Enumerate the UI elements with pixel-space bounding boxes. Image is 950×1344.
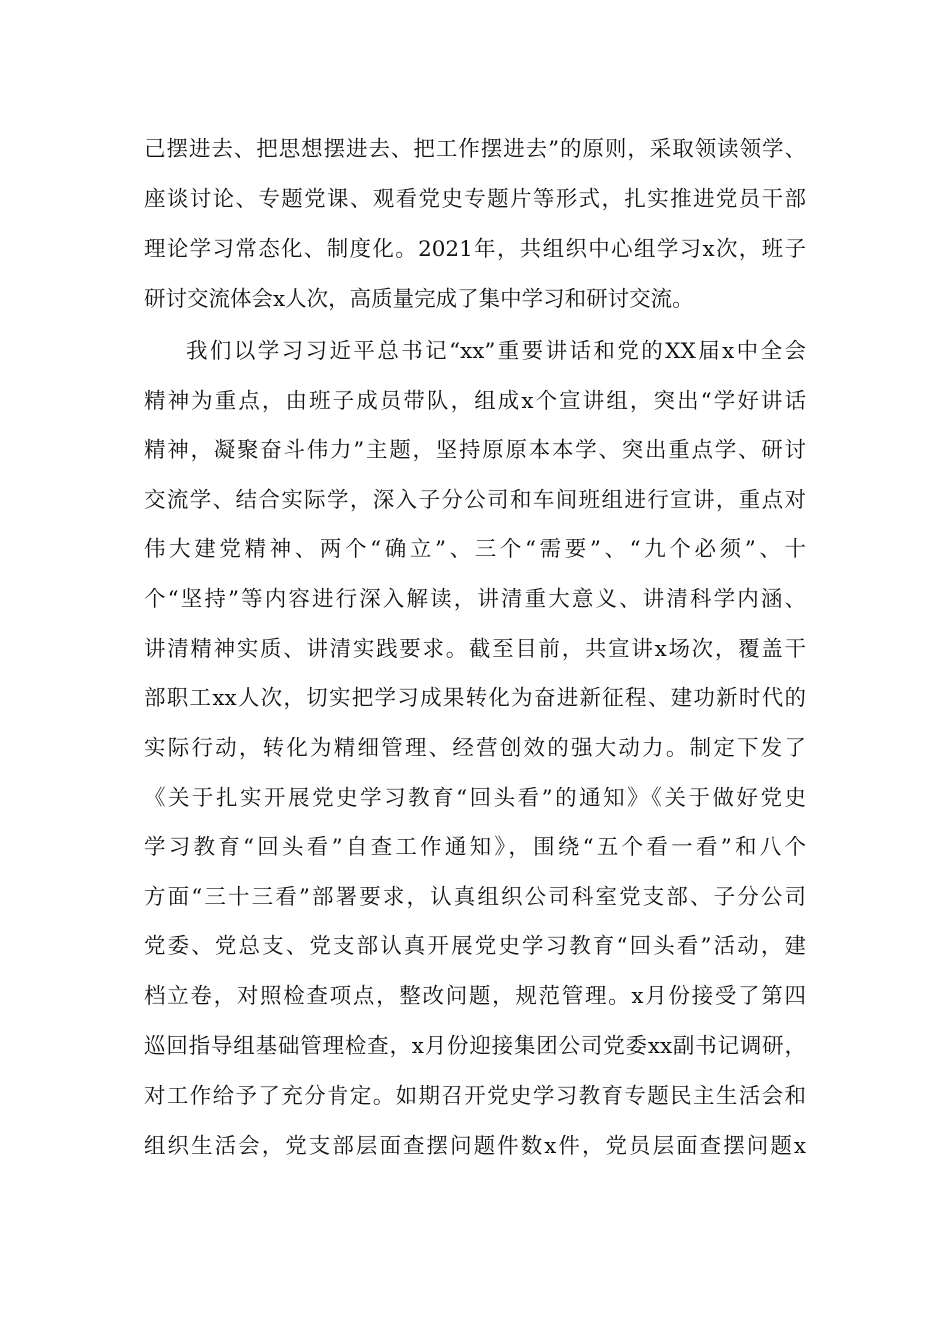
text-line: 己摆进去、把思想摆进去、把工作摆进去”的原则，采取领读领学、 [144,137,806,162]
text-line: 部职工xx人次，切实把学习成果转化为奋进新征程、建功新时代的 [144,686,806,711]
text-line: 理论学习常态化、制度化。2021年，共组织中心组学习x次，班子 [144,237,806,262]
text-line: 对工作给予了充分肯定。如期召开党史学习教育专题民主生活会和 [144,1084,806,1109]
text-line: 精神为重点，由班子成员带队，组成x个宣讲组，突出“学好讲话 [144,389,806,414]
text-line: 伟大建党精神、两个“确立”、三个“需要”、“九个必须”、十 [144,537,806,562]
text-line: 组织生活会，党支部层面查摆问题件数x件，党员层面查摆问题x [144,1134,806,1159]
text-line: 个“坚持”等内容进行深入解读，讲清重大意义、讲清科学内涵、 [144,587,806,612]
text-line: 学习教育“回头看”自查工作通知》，围绕“五个看一看”和八个 [144,835,806,860]
text-line: 党委、党总支、党支部认真开展党史学习教育“回头看”活动，建 [144,934,806,959]
text-line: 巡回指导组基础管理检查，x月份迎接集团公司党委xx副书记调研， [144,1034,806,1059]
text-line: 档立卷，对照检查项点，整改问题，规范管理。x月份接受了第四 [144,984,806,1009]
text-line: 研讨交流体会x人次，高质量完成了集中学习和研讨交流。 [144,287,694,312]
text-line: 讲清精神实质、讲清实践要求。截至目前，共宣讲x场次，覆盖干 [144,637,806,662]
text-line: 座谈讨论、专题党课、观看党史专题片等形式，扎实推进党员干部 [144,187,806,212]
text-line: 我们以学习习近平总书记“xx”重要讲话和党的XX届x中全会 [186,339,806,364]
text-line: 交流学、结合实际学，深入子分公司和车间班组进行宣讲，重点对 [144,488,806,513]
text-line: 精神，凝聚奋斗伟力”主题，坚持原原本本学、突出重点学、研讨 [144,438,806,463]
text-line: 实际行动，转化为精细管理、经营创效的强大动力。制定下发了 [144,736,806,761]
text-line: 方面“三十三看”部署要求，认真组织公司科室党支部、子分公司 [144,885,806,910]
text-line: 《关于扎实开展党史学习教育“回头看”的通知》《关于做好党史 [144,786,806,811]
